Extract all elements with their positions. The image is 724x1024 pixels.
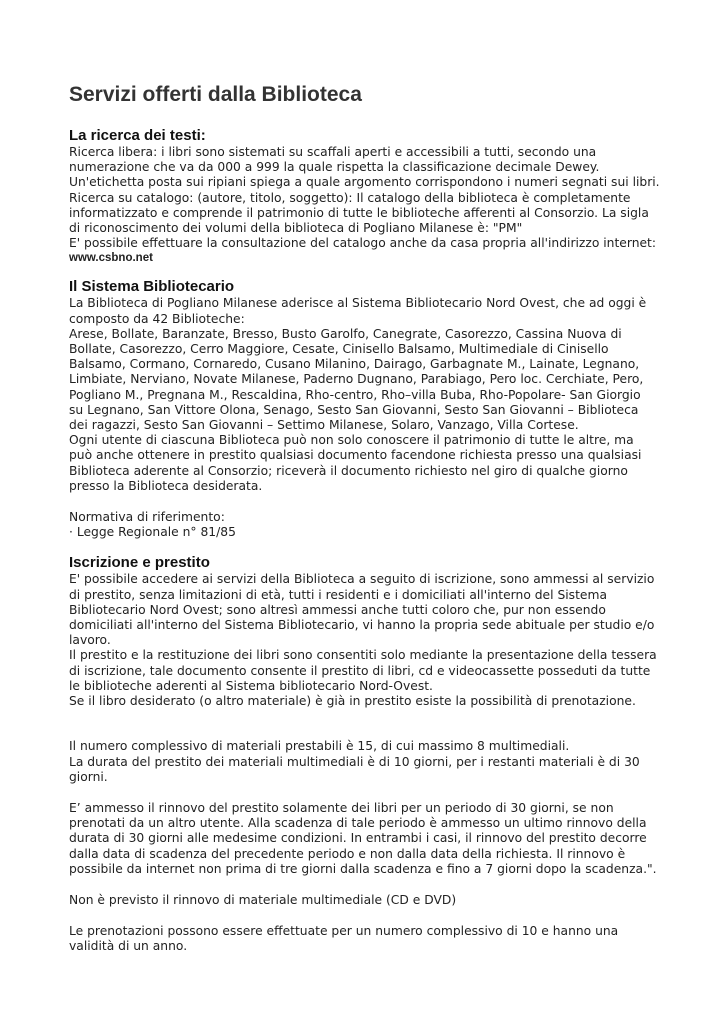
page-title: Servizi offerti dalla Biblioteca bbox=[69, 83, 362, 106]
iscrizione-paragraph: E' possibile accedere ai servizi della Biblioteca a seguito di iscrizione, sono ammessi al servizio di prestito, senza limitazioni di età, tutti i residenti e i domiciliati all'interno del Sistema Bibliotecario Nord Ovest; sono altresì ammessi anche tutti coloro che, pur non essendo domiciliati all'interno del Sistema Bibliotecario, vi hanno la propria sede abituale per studio e/o lavoro. Il prestito e la restituzione dei libri sono consentiti solo mediante la presentazione della tessera di iscrizione, tale documento consente il prestito di libri, cd e videocassette posseduti da tutte le biblioteche aderenti al Sistema bibliotecario Nord-Ovest. Se il libro desiderato (o altro materiale) è già in prestito esiste la possibilità di prenotazione. bbox=[69, 572, 657, 709]
section-heading-sistema: Il Sistema Bibliotecario bbox=[69, 278, 235, 296]
normativa-paragraph: Normativa di riferimento: · Legge Regionale n° 81/85 bbox=[69, 510, 236, 540]
section-heading-iscrizione: Iscrizione e prestito bbox=[69, 554, 210, 572]
ricerca-paragraph: Ricerca libera: i libri sono sistemati su scaffali aperti e accessibili a tutti, secondo una numerazione che va da 000 a 999 la quale rispetta la classificazione decimale Dewey. Un'etichetta posta sui ripiani spiega a quale argomento corrispondono i numeri segnati sui libri. Ricerca su catalogo: (autore, titolo, soggetto): Il catalogo della biblioteca è completamente informatizzato e comprende il patrimonio di tutte le biblioteche afferenti al Consorzio. La sigla di riconoscimento dei volumi della biblioteca di Pogliano Milanese è: "PM" E' possibile effettuare la consultazione del catalogo anche da casa propria all'indirizzo internet: bbox=[69, 145, 660, 251]
prenotazioni-paragraph: Le prenotazioni possono essere effettuate per un numero complessivo di 10 e hanno una validità di un anno. bbox=[69, 924, 619, 954]
sistema-paragraph: La Biblioteca di Pogliano Milanese aderisce al Sistema Bibliotecario Nord Ovest, che ad oggi è composto da 42 Biblioteche: Arese, Bollate, Baranzate, Bresso, Busto Garolfo, Canegrate, Casorezzo, Cassina Nuova di Bollate, Casorezzo, Cerro Maggiore, Cesate, Cinisello Balsamo, Multimediale di Cinisello Balsamo, Cormano, Cornaredo, Cusano Milanino, Dairago, Garbagnate M., Lainate, Legnano, Limbiate, Nerviano, Novate Milanese, Paderno Dugnano, Parabiago, Pero loc. Cerchiate, Pero, Pogliano M., Pregnana M., Rescaldina, Rho-centro, Rho–villa Buba, Rho-Popolare- San Giorgio su Legnano, San Vittore Olona, Senago, Sesto San Giovanni, Sesto San Giovanni – Biblioteca dei ragazzi, Sesto San Giovanni – Settimo Milanese, Solaro, Vanzago, Villa Cortese. Ogni utente di ciascuna Biblioteca può non solo conoscere il patrimonio di tutte le altre, ma può anche ottenere in prestito qualsiasi documento facendone richiesta presso una qualsiasi Biblioteca aderente al Consorzio; riceverà il documento richiesto nel giro di qualche giorno presso la Biblioteca desiderata. bbox=[69, 296, 647, 493]
rinnovo-paragraph: E’ ammesso il rinnovo del prestito solamente dei libri per un periodo di 30 giorni, se non prenotati da un altro utente. Alla scadenza di tale periodo è ammesso un ultimo rinnovo della durata di 30 giorni alle medesime condizioni. In entrambi i casi, il rinnovo del prestito decorre dalla data di scadenza del precedente periodo e non dalla data della richiesta. Il rinnovo è possibile da internet non prima di tre giorni dalla scadenza e fino a 7 giorni dopo la scadenza.". bbox=[69, 800, 657, 876]
section-heading-ricerca: La ricerca dei testi: bbox=[69, 127, 206, 144]
document-page bbox=[69, 80, 669, 955]
multimediale-paragraph: Non è previsto il rinnovo di materiale multimediale (CD e DVD) bbox=[69, 892, 457, 907]
materiali-paragraph: Il numero complessivo di materiali prestabili è 15, di cui massimo 8 multimediali. La durata del prestito dei materiali multimediali è di 10 giorni, per i restanti materiali è di 30 giorni. bbox=[69, 739, 640, 784]
csbno-link[interactable]: www.csbno.net bbox=[69, 252, 153, 265]
